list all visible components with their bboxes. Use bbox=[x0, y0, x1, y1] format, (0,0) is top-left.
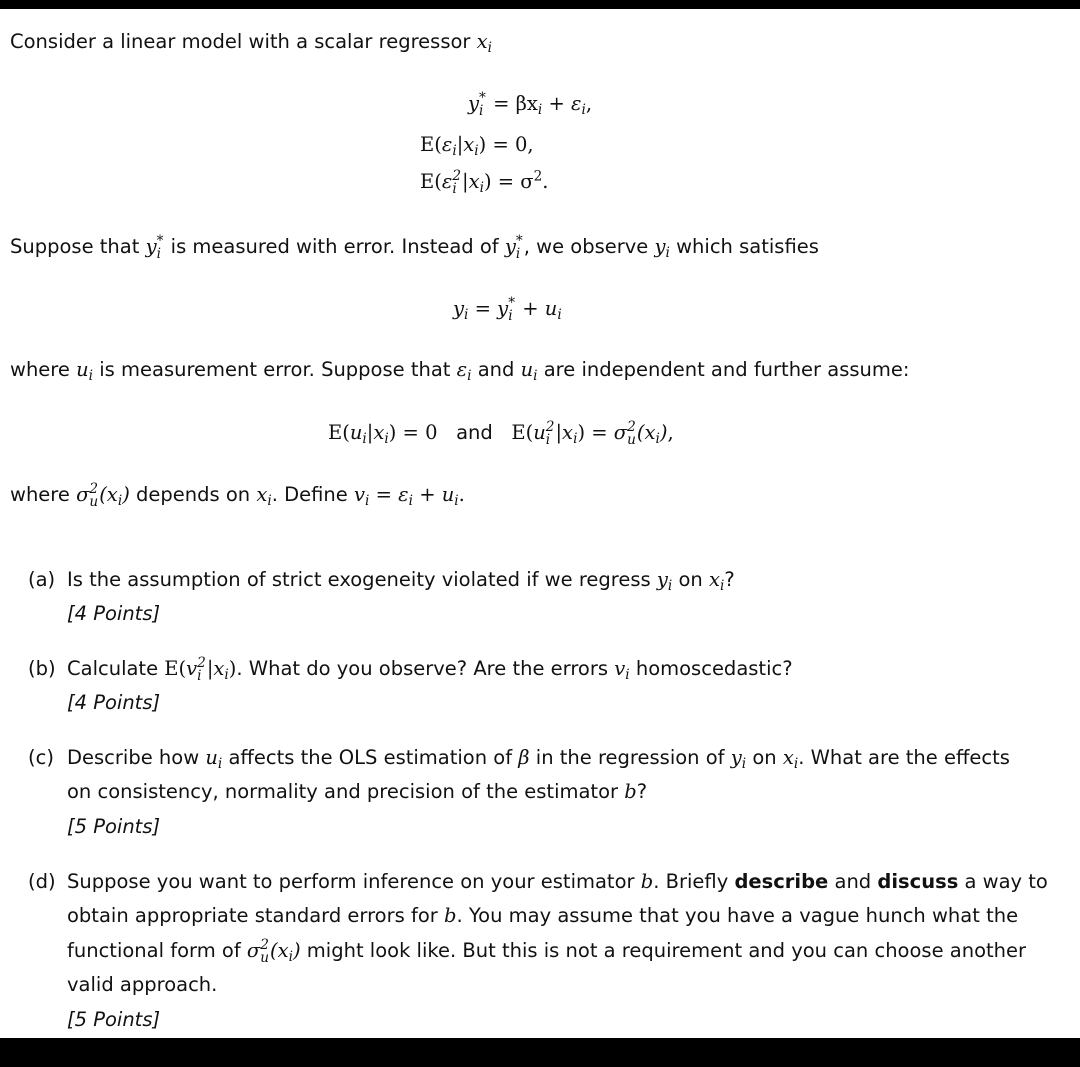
qc-line2: on consistency, normality and precision of the estimator bbox=[67, 780, 619, 803]
qd-line1-a: Suppose you want to perform inference on your estimator bbox=[67, 870, 635, 893]
text2-c: , we observe bbox=[523, 235, 649, 258]
text3-d: are independent and further assume: bbox=[543, 358, 910, 381]
eq3-and: and bbox=[456, 421, 493, 444]
question-b-label: (b) bbox=[28, 657, 56, 680]
qc-text-5: . What are the effects bbox=[798, 746, 1010, 769]
question-d-line2: obtain appropriate standard errors for b. You may assume that you have a vague hunch what the bbox=[67, 904, 1019, 927]
measurement-error-line: Suppose that y * i is measured with error. Instead of y * i , we observe $y_i$ which satisfies bbox=[10, 233, 819, 262]
qd-bold-discuss: discuss bbox=[877, 870, 959, 893]
eq1-rhs: = βx bbox=[493, 92, 538, 115]
text3-b: is measurement error. Suppose that bbox=[99, 358, 451, 381]
qa-text-2: on bbox=[678, 568, 703, 591]
text4-a: where bbox=[10, 483, 70, 506]
qb-text-1: Calculate bbox=[67, 657, 159, 680]
independence-line: where $u_i$ is measurement error. Suppose that $\varepsilon_i$ and $u_i$ are independent and further assume: bbox=[10, 358, 910, 385]
qa-text-3: ? bbox=[724, 568, 735, 591]
qb-points: [4 Points] bbox=[67, 691, 161, 714]
question-c-text-line1: Describe how $u_i$ affects the OLS estimation of β in the regression of $y_i$ on $x_i$. What are the effects bbox=[67, 746, 1010, 773]
eq-line-1: y * i = $\beta x_i + \varepsilon_i$, bbox=[468, 90, 593, 119]
question-d-label: (d) bbox=[28, 870, 56, 893]
qd-points: [5 Points] bbox=[67, 1008, 161, 1031]
qd-bold-describe: describe bbox=[734, 870, 829, 893]
question-d-line4 bbox=[67, 973, 217, 996]
qc-text-4: on bbox=[752, 746, 777, 769]
eq-line-2: $E(\varepsilon_i|x_i) = 0$, bbox=[420, 133, 534, 160]
question-a-text: Is the assumption of strict exogeneity violated if we regress $y_i$ on $x_i$? bbox=[67, 568, 735, 595]
qd-line1-b: . Briefly bbox=[653, 870, 729, 893]
text4-c: . Define bbox=[271, 483, 348, 506]
observation-equation: $y_i = y$ * i + $u_i$ bbox=[453, 295, 562, 324]
text2-b: is measured with error. Instead of bbox=[170, 235, 499, 258]
text2-d: which satisfies bbox=[676, 235, 819, 258]
question-a-label: (a) bbox=[28, 568, 56, 591]
question-c-text-line2: on consistency, normality and precision of the estimator b? bbox=[67, 780, 648, 803]
qc-text-2: affects the OLS estimation of bbox=[228, 746, 513, 769]
eq2-lhs: E( bbox=[420, 133, 442, 156]
question-c-label: (c) bbox=[28, 746, 54, 769]
qd-line2-a: obtain appropriate standard errors for bbox=[67, 904, 438, 927]
qd-line3-b: might look like. But this is not a requirement and you can choose another bbox=[306, 939, 1027, 962]
text2-a: Suppose that bbox=[10, 235, 140, 258]
qa-text-1: Is the assumption of strict exogeneity violated if we regress bbox=[67, 568, 651, 591]
eq2-rhs: ) = 0, bbox=[478, 133, 534, 156]
error-moment-equations: $E(u_i|x_i) = 0$ and E(u 2 i $|x_i) = \sigma$ 2 u $(x_i)$, bbox=[328, 419, 674, 448]
qb-text-2: . What do you observe? Are the errors bbox=[236, 657, 609, 680]
eq3-lhs: E( bbox=[420, 170, 442, 193]
qc-points: [5 Points] bbox=[67, 815, 161, 838]
question-d-line3: functional form of σ 2 u $(x_i)$ might look like. But this is not a requirement and you can choose another bbox=[67, 937, 1027, 966]
bottom-border bbox=[0, 1040, 1080, 1067]
qd-line3-a: functional form of bbox=[67, 939, 241, 962]
qa-points: [4 Points] bbox=[67, 602, 161, 625]
qd-line1-c: and bbox=[834, 870, 872, 893]
question-d-points bbox=[67, 1008, 160, 1031]
qc-text-3: in the regression of bbox=[535, 746, 725, 769]
intro-text: Consider a linear model with a scalar regressor bbox=[10, 30, 471, 53]
qd-line1-d: a way to bbox=[964, 870, 1048, 893]
definition-line: where σ 2 u $(x_i)$ depends on $x_i$. Define $v_i = \varepsilon_i + u_i$. bbox=[10, 481, 465, 510]
question-d-line1: Suppose you want to perform inference on your estimator b. Briefly describe and discuss a way to bbox=[67, 870, 1048, 893]
qd-line4: valid approach. bbox=[67, 973, 218, 996]
text3-c: and bbox=[477, 358, 515, 381]
eq-line-3: E(ε 2 i $|x_i) = \sigma^2$. bbox=[420, 168, 549, 197]
question-b-points bbox=[67, 691, 160, 714]
qc-text-1: Describe how bbox=[67, 746, 200, 769]
qc-line2-end: ? bbox=[636, 780, 648, 803]
question-a-points bbox=[67, 602, 160, 625]
question-c-points bbox=[67, 815, 160, 838]
eq3-period: . bbox=[542, 170, 549, 193]
eq3-rhs: ) = σ bbox=[483, 170, 534, 193]
question-b-text: Calculate E(v 2 i $|x_i$). What do you observe? Are the errors $v_i$ homoscedastic? bbox=[67, 655, 793, 684]
top-border bbox=[0, 0, 1080, 9]
math-xi: $x_i$ bbox=[476, 30, 493, 57]
intro-line bbox=[10, 30, 493, 57]
text3-a: where bbox=[10, 358, 70, 381]
qb-text-3: homoscedastic? bbox=[635, 657, 793, 680]
qd-line2-b: . You may assume that you have a vague hunch what the bbox=[456, 904, 1019, 927]
text4-b: depends on bbox=[136, 483, 251, 506]
